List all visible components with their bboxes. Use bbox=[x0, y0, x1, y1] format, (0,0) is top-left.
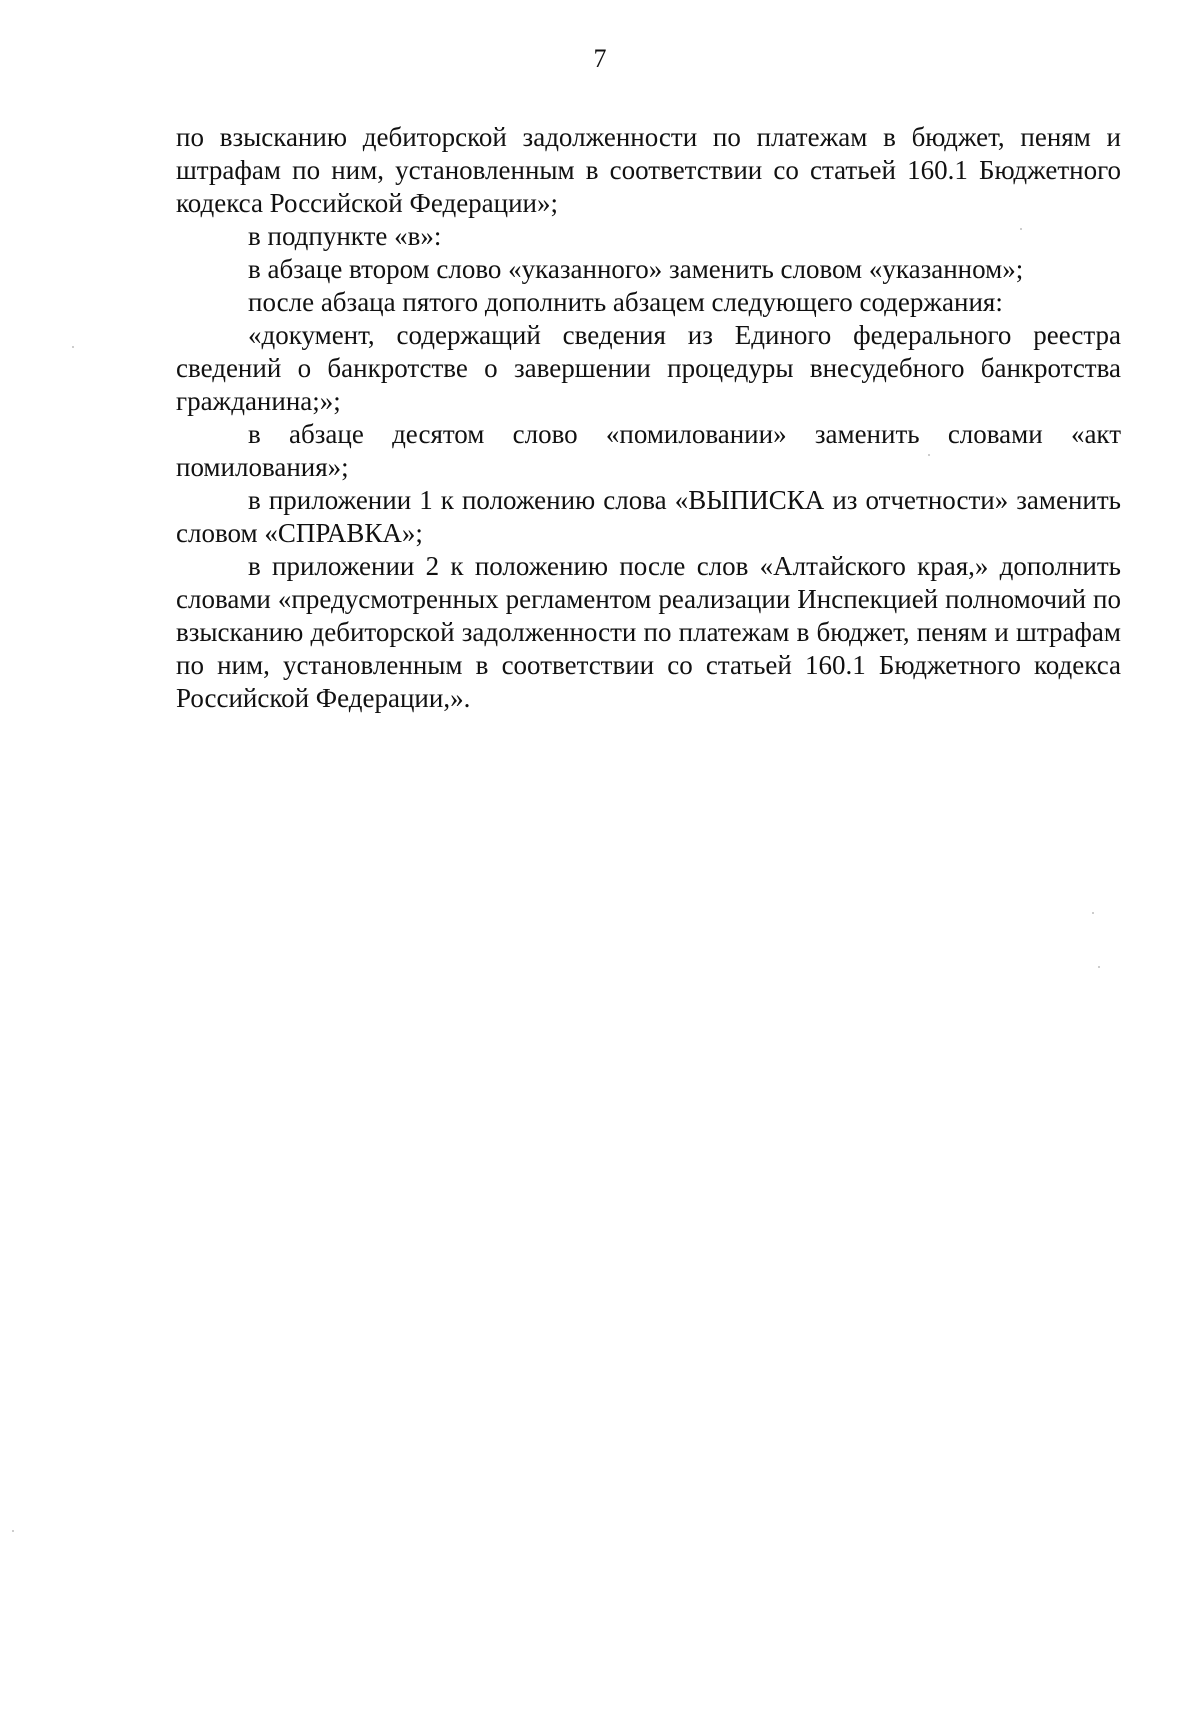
paragraph-second-abzac: в абзаце втором слово «указанного» заменить словом «указанном»; bbox=[248, 254, 1024, 284]
scan-speck bbox=[1020, 228, 1022, 230]
paragraph-appendix-2: в приложении 2 к положению после слов «Алтайского края,» дополнить словами «предусмотренных регламентом реализации Инспекцией полномочий по взысканию дебиторской задолженности по платежам в бюджет, пеням и штрафам по ним, установленным в соответствии со статьей 160.1 Бюджетного кодекса Российской Федерации,». bbox=[176, 551, 1121, 713]
scan-speck bbox=[72, 346, 74, 348]
paragraph-after-fifth-abzac: после абзаца пятого дополнить абзацем следующего содержания: bbox=[248, 287, 1003, 317]
page-number: 7 bbox=[593, 44, 607, 73]
scan-speck bbox=[1098, 966, 1100, 968]
paragraph-tenth-abzac: в абзаце десятом слово «помиловании» заменить словами «акт помилования»; bbox=[176, 419, 1121, 482]
paragraph-subpoint-v: в подпункте «в»: bbox=[248, 221, 442, 251]
paragraph-document-quote: «документ, содержащий сведения из Единого федерального реестра сведений о банкротстве о завершении процедуры внесудебного банкротства гражданина;»; bbox=[176, 320, 1121, 416]
document-body bbox=[176, 121, 1121, 715]
scan-speck bbox=[1092, 912, 1094, 914]
paragraph-continuation: по взысканию дебиторской задолженности по платежам в бюджет, пеням и штрафам по ним, установленным в соответствии со статьей 160.1 Бюджетного кодекса Российской Федерации»; bbox=[176, 122, 1121, 218]
scan-speck bbox=[928, 454, 930, 456]
scan-speck bbox=[12, 1530, 14, 1532]
paragraph-appendix-1: в приложении 1 к положению слова «ВЫПИСКА из отчетности» заменить словом «СПРАВКА»; bbox=[176, 485, 1121, 548]
